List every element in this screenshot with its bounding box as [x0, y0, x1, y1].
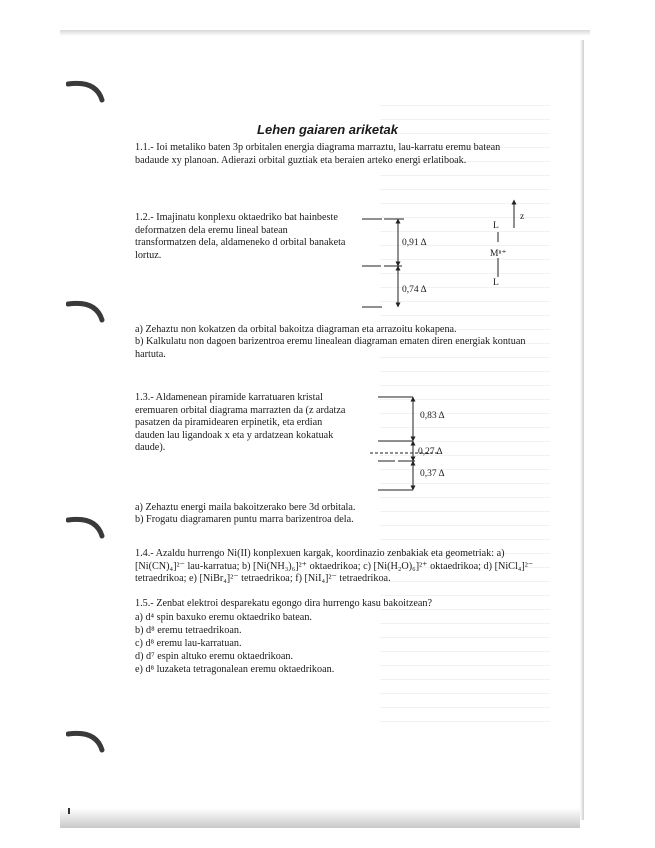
- exercise-1-text: 1.1.- Ioi metaliko baten 3p orbitalen energia diagrama marraztu, lau-karratu eremu batean badaude xy planoan. Adierazi orbital guztiak eta beraien arteko energi erlatiboak.: [135, 142, 501, 166]
- z-axis-label: z: [520, 212, 525, 222]
- exercise-3-intro: 1.3.- Aldamenean piramide karratuaren kristal eremuaren orbital diagrama marrazten da (z ardatza pasatzen da piramidearen erpinetik, eta erdian dauden lau ligandoak x eta y ardatzean kokatuak daude).: [135, 392, 346, 454]
- exercise-2-intro: 1.2.- Imajinatu konplexu oktaedriko bat hainbeste deformatzen dela eremu lineal batean transformatzen dela, aldameneko d orbital banaketa lortuz.: [135, 212, 346, 261]
- exercise-5-item: c) d⁸ eremu lau-karratuan.: [135, 638, 242, 649]
- ligand-bottom-label: L: [493, 278, 499, 288]
- exercise-3-question-b: b) Frogatu diagramaren puntu marra barizentroa dela.: [135, 514, 354, 525]
- metal-label: Mⁿ⁺: [490, 249, 507, 259]
- gap-top-label: 0,83 Δ: [420, 411, 445, 421]
- exercise-5-intro: 1.5.- Zenbat elektroi desparekatu egongo dira hurrengo kasu bakoitzean?: [135, 598, 433, 609]
- gap-mid-label: 0,27 Δ: [418, 447, 443, 457]
- exercise-4-text: 1.4.- Azaldu hurrengo Ni(II) konplexuen kargak, koordinazio zenbakiak eta geometriak: a) [Ni(CN)₄]²⁻ lau-karratua; b) [Ni(NH₃)₆]²⁺ oktaedrikoa; c) [Ni(H₂O)₆]²⁺ oktaedrikoa; d) [NiCl₄]²⁻ tetraedrikoa; e) [NiBr₄]²⁻ tetraedrikoa; f) [NiI₄]²⁻ tetraedrikoa.: [135, 548, 534, 585]
- page-title: Lehen gaiaren ariketak: [257, 122, 398, 137]
- exercise-5-item: e) d⁸ luzaketa tetragonalean eremu oktaedrikoan.: [135, 664, 335, 675]
- gap-bottom-label: 0,37 Δ: [420, 469, 445, 479]
- exercise-2-question-b: b) Kalkulatu non dagoen barizentroa eremu linealean diagraman ematen diren energiak kontuan hartuta.: [135, 336, 526, 360]
- exercise-5-item: a) d⁴ spin baxuko eremu oktaedriko batean.: [135, 612, 312, 623]
- ligand-top-label: L: [493, 221, 499, 231]
- exercise-5-item: d) d⁷ espin altuko eremu oktaedrikoan.: [135, 651, 294, 662]
- gap-lower-label: 0,74 Δ: [402, 285, 427, 295]
- gap-upper-label: 0,91 Δ: [402, 238, 427, 248]
- exercise-5-item: b) d⁸ eremu tetraedrikoan.: [135, 625, 242, 636]
- exercise-2-question-a: a) Zehaztu non kokatzen da orbital bakoitza diagraman eta arrazoitu kokapena.: [135, 324, 457, 335]
- exercise-3-question-a: a) Zehaztu energi maila bakoitzerako bere 3d orbitala.: [135, 502, 356, 513]
